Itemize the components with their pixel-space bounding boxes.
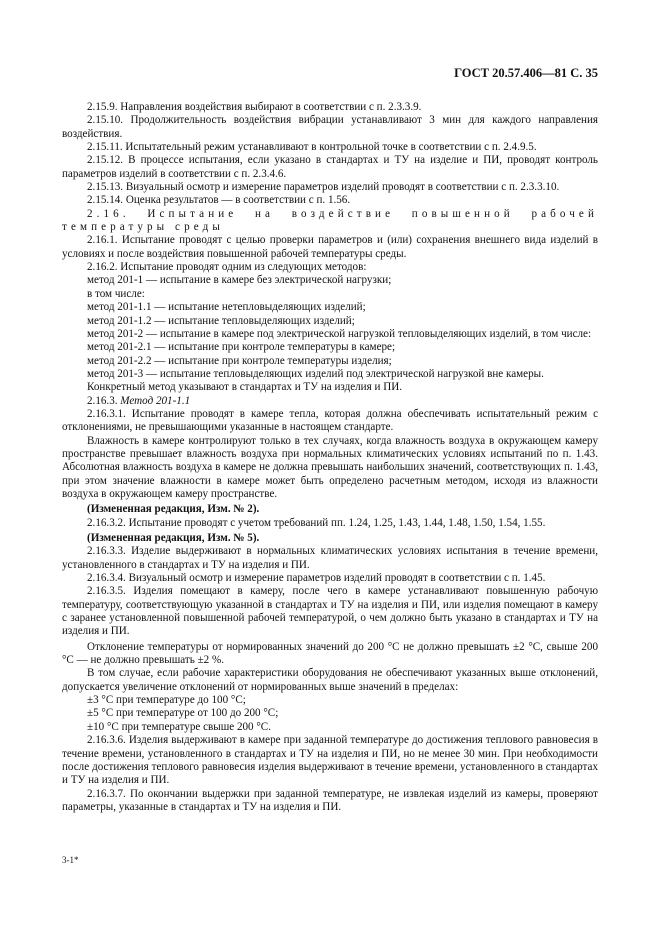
method-201-1-2: метод 201-1.2 — испытание тепловыделяющих изделий;: [87, 314, 355, 327]
method-201-2-1: метод 201-2.1 — испытание при контроле температуры в камере;: [87, 341, 396, 354]
clause-2-16-3-2: 2.16.3.2. Испытание проводят с учетом требований пп. 1.24, 1.25, 1.43, 1.44, 1.48, 1.50, 1.54, 1.55.: [87, 516, 546, 529]
clause-2-16-2: 2.16.2. Испытание проводят одним из следующих методов:: [87, 261, 367, 274]
humidity-paragraph: Влажность в камере контролируют только в тех случаях, когда влажность воздуха в окружающем камеру пространстве превышает влажность воздуха при нормальных климатических условиях испытаний по п. 1.43. Абсолютная влажность воздуха в камере не должна превышать наибольших значений, соответствующих п. 1.43, при этом значение влажности в камере может быть определено расчетным методом, исходя из влажности воздуха в окружающем камеру пространстве.: [62, 434, 598, 500]
method-201-1-1: метод 201-1.1 — испытание нетепловыделяющих изделий;: [87, 301, 366, 314]
clause-2-15-12: 2.15.12. В процессе испытания, если указано в стандартах и ТУ на изделие и ПИ, проводят контроль параметров изделий в соответствии с п. 2.3.4.6.: [62, 154, 598, 180]
tolerance-item-1: ±3 °С при температуре до 100 °С;: [87, 694, 246, 707]
method-201-2-2: метод 201-2.2 — испытание при контроле температуры изделия;: [87, 354, 392, 367]
subtype-label: в том числе:: [87, 287, 145, 300]
clause-2-16-1: 2.16.1. Испытание проводят с целью проверки параметров и (или) сохранения внешнего вида изделий в условиях и после воздействия повышенной рабочей температуры среды.: [62, 234, 598, 260]
tolerance-item-2: ±5 °С при температуре от 100 до 200 °С;: [87, 707, 279, 720]
equipment-tolerance: В том случае, если рабочие характеристики оборудования не обеспечивают указанных выше отклонений, допускается увеличение отклонений от нормированных выше значений в пределах:: [62, 667, 598, 693]
document-body: [62, 101, 598, 814]
method-201-1: метод 201-1 — испытание в камере без электрической нагрузки;: [87, 274, 392, 287]
clause-2-16-3: [62, 395, 598, 408]
revision-note-text: (Измененная редакция, Изм. № 2).: [87, 503, 260, 516]
page-footer-mark: 3-1*: [62, 855, 79, 865]
clause-2-15-14: 2.15.14. Оценка результатов — в соответствии с п. 1.56.: [87, 194, 351, 207]
clause-2-16-3-4: 2.16.3.4. Визуальный осмотр и измерение параметров изделий проводят в соответствии с п. 1.45.: [87, 572, 546, 585]
clause-2-15-11: 2.15.11. Испытательный режим устанавливают в контрольной точке в соответствии с п. 2.4.9.5.: [87, 141, 537, 154]
revision-note-5: [62, 532, 598, 545]
revision-note-text: (Измененная редакция, Изм. № 5).: [87, 532, 260, 544]
clause-2-16-3-6: 2.16.3.6. Изделия выдерживают в камере при заданной температуре до достижения теплового равновесия в течение времени, установленного в стандартах и ТУ на изделия и ПИ, но не менее 30 мин. При необходимости после достижения теплового равновесия изделия выдерживают в течение времени, установленного в стандартах и ТУ на изделия и ПИ.: [62, 734, 598, 787]
method-selection-note: Конкретный метод указывают в стандартах и ТУ на изделия и ПИ.: [87, 381, 403, 394]
clause-2-16-3-5: 2.16.3.5. Изделия помещают в камеру, после чего в камере устанавливают повышенную рабочую температуру, соответствующую указанной в стандартах и ТУ на изделия и ПИ, или изделия помещают в камеру с заранее установленной повышенной рабочей температурой, о чем должно быть указано в стандартах и ТУ на изделия и ПИ.: [62, 585, 598, 638]
clause-2-16-3-1: 2.16.3.1. Испытание проводят в камере тепла, которая должна обеспечивать испытательный режим с отклонениями, не превышающими указанные в настоящем стандарте.: [62, 407, 598, 434]
clause-number: 2.16.3.: [87, 394, 118, 407]
clause-2-16-3-7: 2.16.3.7. По окончании выдержки при заданной температуре, не извлекая изделий из камеры, проверяют параметры, указанные в стандартах и ТУ на изделия и ПИ.: [62, 787, 598, 813]
temperature-deviation: Отклонение температуры от нормированных значений до 200 °С не должно превышать ±2 °С, свыше 200 °С — не должно превышать ±2 %.: [62, 640, 598, 667]
clause-2-16-3-3: 2.16.3.3. Изделие выдерживают в нормальных климатических условиях испытания в течение времени, установленного в стандартах и ТУ на изделия и ПИ.: [62, 545, 598, 571]
tolerance-item-3: ±10 °С при температуре свыше 200 °С.: [87, 720, 271, 733]
section-heading-2-16: 2.16. Испытание на воздействие повышенной рабочей температуры среды: [62, 207, 598, 234]
clause-2-15-10: 2.15.10. Продолжительность воздействия вибрации устанавливают 3 мин для каждого направления воздействия.: [62, 114, 598, 140]
method-201-2: метод 201-2 — испытание в камере под электрической нагрузкой тепловыделяющих изделий, в том числе:: [87, 327, 592, 340]
revision-note-2: [62, 503, 598, 516]
clause-2-15-9: 2.15.9. Направления воздействия выбирают в соответствии с п. 2.3.3.9.: [87, 101, 422, 113]
method-title: Метод 201-1.1: [120, 394, 191, 407]
method-201-3: метод 201-3 — испытание тепловыделяющих изделий под электрической нагрузкой вне камеры.: [87, 367, 544, 380]
page-header: ГОСТ 20.57.406—81 С. 35: [454, 66, 598, 80]
clause-2-15-13: 2.15.13. Визуальный осмотр и измерение параметров изделий проводят в соответствии с п. 2.3.3.10.: [87, 181, 560, 194]
